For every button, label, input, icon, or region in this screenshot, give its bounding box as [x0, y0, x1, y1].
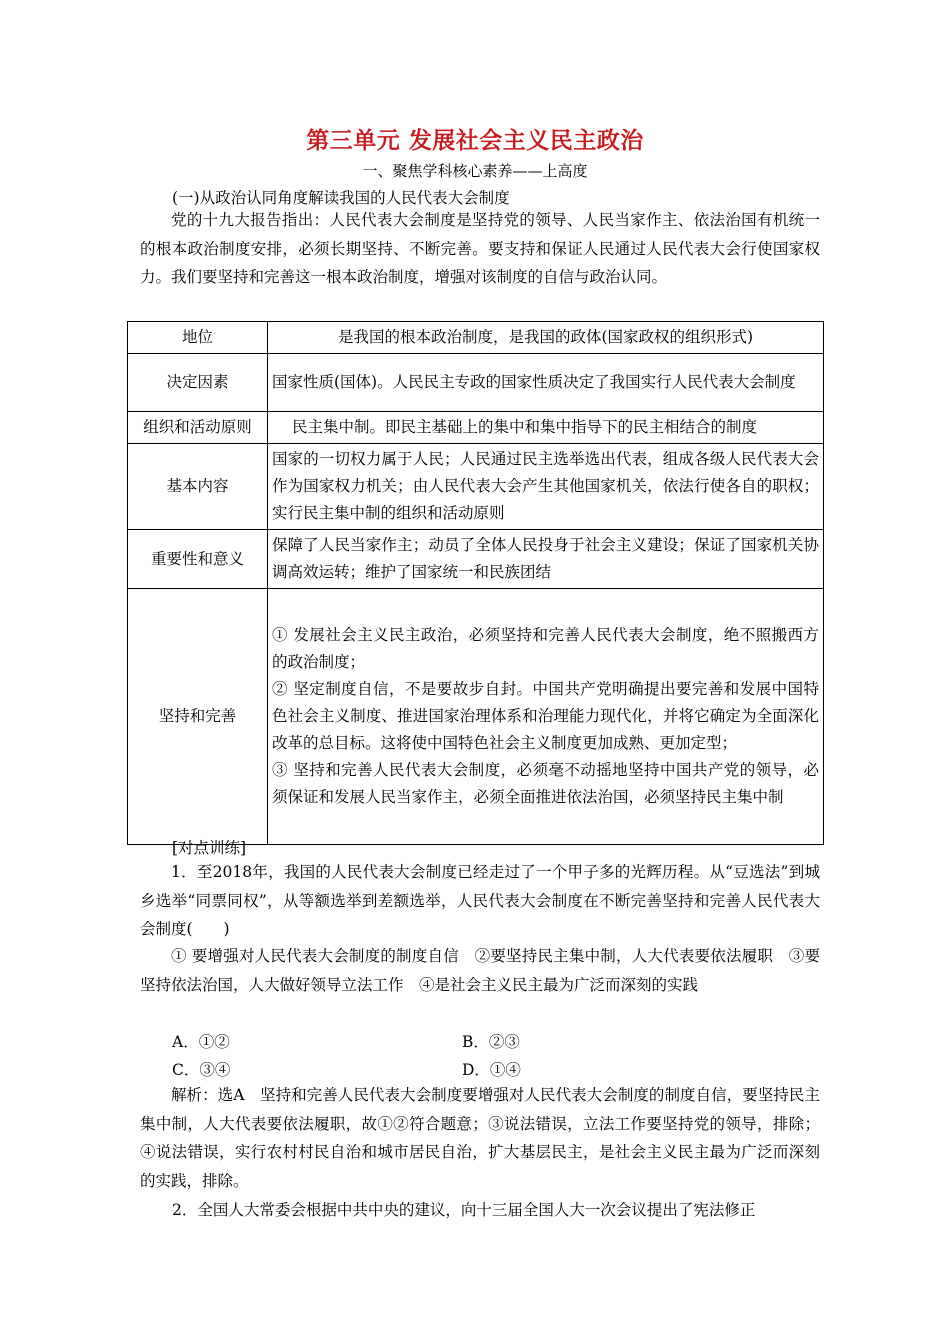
table-value [268, 589, 824, 845]
table-row [128, 412, 824, 444]
table-list-item: ① 发展社会主义民主政治，必须坚持和完善人民代表大会制度，绝不照搬西方的政治制度； [272, 626, 819, 671]
table-key: 基本内容 [128, 444, 268, 530]
table-row [128, 444, 824, 530]
intro-paragraph: 党的十九大报告指出：人民代表大会制度是坚持党的领导、人民当家作主、依法治国有机统一的根本政治制度安排，必须长期坚持、不断完善。要支持和保证人民通过人民代表大会行使国家权力。我们要坚持和完善这一根本政治制度，增强对该制度的自信与政治认同。 [140, 211, 820, 286]
table-value: 国家性质(国体)。人民民主专政的国家性质决定了我国实行人民代表大会制度 [268, 354, 824, 412]
practice-label: [对点训练] [172, 839, 247, 857]
question-1-statements: ① 要增强对人民代表大会制度的制度自信 ②要坚持民主集中制，人大代表要依法履职 ③要坚持依法治国，人大做好领导立法工作 ④是社会主义民主最为广泛而深刻的实践 [140, 947, 820, 994]
npc-system-table [127, 321, 824, 845]
table-key: 决定因素 [128, 354, 268, 412]
table-value: 国家的一切权力属于人民；人民通过民主选举选出代表，组成各级人民代表大会作为国家权力机关；由人民代表大会产生其他国家机关，依法行使各自的职权；实行民主集中制的组织和活动原则 [268, 444, 824, 530]
table-key: 地位 [128, 322, 268, 354]
table-row [128, 589, 824, 845]
option-b: B．②③ [462, 1033, 520, 1051]
option-c: C．③④ [172, 1061, 231, 1079]
table-key: 坚持和完善 [128, 589, 268, 845]
table-row [128, 530, 824, 589]
table-row [128, 322, 824, 354]
section-subtitle: 一、聚焦学科核心素养——上高度 [362, 162, 588, 180]
table-value: 民主集中制。即民主基础上的集中和集中指导下的民主相结合的制度 [268, 412, 824, 444]
table-value: 是我国的根本政治制度，是我国的政体(国家政权的组织形式) [268, 322, 824, 354]
question-2-stem: 2．全国人大常委会根据中共中央的建议，向十三届全国人大一次会议提出了宪法修正 [172, 1201, 756, 1219]
table-row [128, 354, 824, 412]
section-heading: (一)从政治认同角度解读我国的人民代表大会制度 [172, 189, 510, 207]
table-key: 组织和活动原则 [128, 412, 268, 444]
table-list-item: ② 坚定制度自信，不是要故步自封。中国共产党明确提出要完善和发展中国特色社会主义制度、推进国家治理体系和治理能力现代化，并将它确定为全面深化改革的总目标。这将使中国特色社会主义制度更加成熟、更加定型； [272, 680, 819, 752]
table-value: 保障了人民当家作主；动员了全体人民投身于社会主义建设；保证了国家机关协调高效运转；维护了国家统一和民族团结 [268, 530, 824, 589]
option-a: A．①② [172, 1033, 230, 1051]
question-1-analysis: 解析：选A 坚持和完善人民代表大会制度要增强对人民代表大会制度的制度自信，要坚持民主集中制，人大代表要依法履职，故①②符合题意；③说法错误，立法工作要坚持党的领导，排除；④说法错误，实行农村村民自治和城市居民自治，扩大基层民主，是社会主义民主最为广泛而深刻的实践，排除。 [140, 1086, 820, 1190]
table-list-item: ③ 坚持和完善人民代表大会制度，必须毫不动摇地坚持中国共产党的领导，必须保证和发展人民当家作主，必须全面推进依法治国，必须坚持民主集中制 [272, 761, 819, 806]
option-d: D．①④ [462, 1061, 521, 1079]
table-key: 重要性和意义 [128, 530, 268, 589]
question-1-stem: 1．至2018年，我国的人民代表大会制度已经走过了一个甲子多的光辉历程。从“豆选法”到城乡选举“同票同权”，从等额选举到差额选举，人民代表大会制度在不断完善坚持和完善人民代表大会制度( ) [140, 863, 820, 938]
page-title: 第三单元 发展社会主义民主政治 [306, 128, 644, 154]
